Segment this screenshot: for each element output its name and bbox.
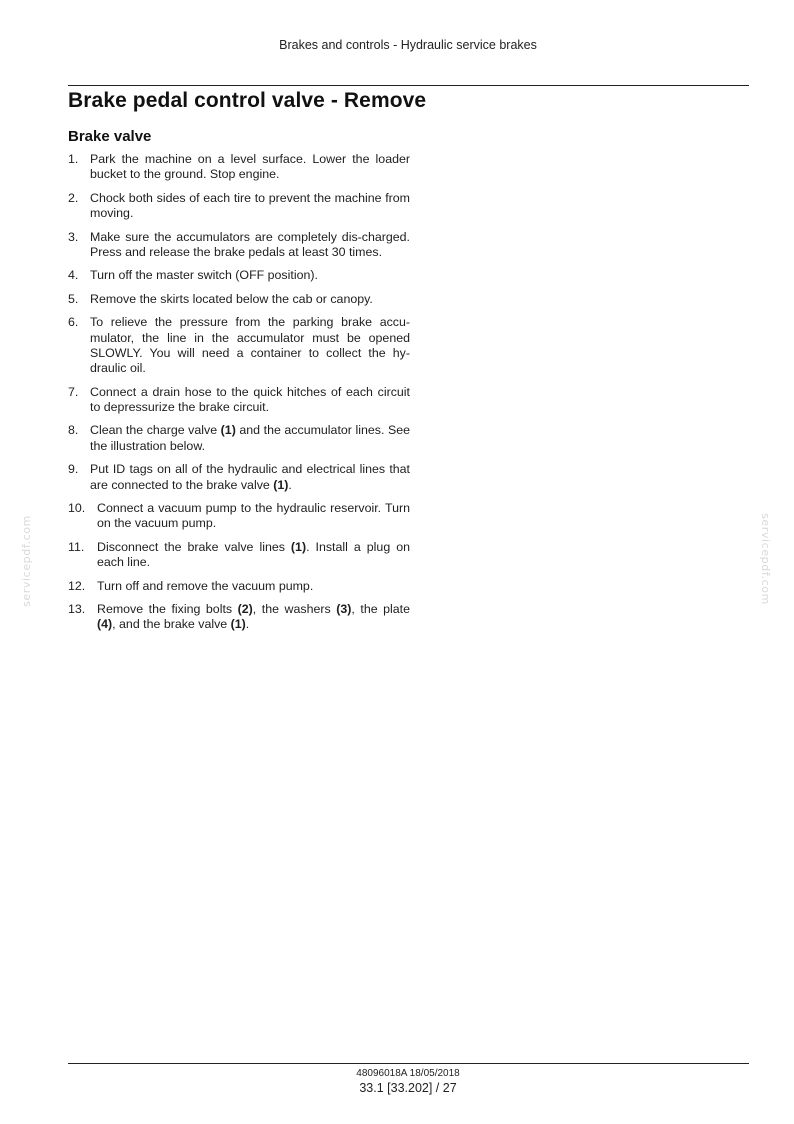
step-text: Turn off and remove the vacuum pump. (97, 578, 314, 593)
page-title: Brake pedal control valve - Remove (68, 89, 427, 112)
header-rule (68, 85, 749, 86)
callout-reference: (3) (336, 602, 352, 617)
step-number: 2. (68, 190, 79, 205)
procedure-step (68, 230, 410, 261)
step-text-run: . (245, 617, 250, 632)
procedure-step (68, 540, 410, 571)
callout-reference: (1) (230, 617, 246, 632)
document-id: 48096018A 18/05/2018 (356, 1068, 460, 1079)
page-number: 33.1 [33.202] / 27 (359, 1081, 457, 1095)
step-number: 10. (68, 501, 86, 516)
step-text (90, 462, 410, 493)
procedure-step (68, 423, 410, 454)
callout-reference: (2) (237, 602, 253, 617)
procedure-step (68, 152, 410, 183)
watermark-right: servicepdf.com (759, 513, 772, 605)
running-head: Brakes and controls - Hydraulic service brakes (279, 38, 537, 52)
step-text-run: , and the brake valve (112, 617, 231, 632)
step-text: Connect a vacuum pump to the hydraulic reservoir. Turn on the vacuum pump. (97, 501, 410, 531)
step-number: 3. (68, 229, 79, 244)
step-text-run: Clean the charge valve (90, 423, 221, 438)
step-number: 9. (68, 462, 79, 477)
step-text (97, 602, 410, 633)
step-text (90, 423, 410, 454)
step-text-run: and the accumulator lines. See the illustration below. (90, 423, 410, 453)
procedure-step (68, 602, 410, 633)
procedure-step (68, 501, 410, 532)
step-text: Make sure the accumulators are completely dis-charged. Press and release the brake pedals at least 30 times. (90, 229, 410, 259)
procedure-step (68, 191, 410, 222)
callout-reference: (1) (220, 423, 236, 438)
procedure-step (68, 292, 410, 307)
step-text: Connect a drain hose to the quick hitches of each circuit to depressurize the brake circuit. (90, 384, 410, 414)
step-text: Chock both sides of each tire to prevent the machine from moving. (90, 190, 410, 221)
step-text: To relieve the pressure from the parking brake accu-mulator, the line in the accumulator must be opened SLOWLY. You will need a container to collect the hy-draulic oil. (90, 315, 410, 376)
callout-reference: (1) (273, 477, 289, 492)
step-number: 5. (68, 291, 79, 306)
procedure-step (68, 315, 410, 376)
step-number: 4. (68, 268, 79, 283)
step-number: 11. (68, 539, 85, 554)
step-text: Park the machine on a level surface. Lower the loader bucket to the ground. Stop engine. (90, 152, 410, 182)
step-text: Remove the skirts located below the cab or canopy. (90, 291, 373, 306)
procedure-step (68, 385, 410, 416)
step-number: 1. (68, 152, 79, 166)
step-text-run: , the plate (351, 602, 411, 617)
step-text (97, 540, 410, 571)
step-text-run: , the washers (252, 602, 337, 617)
step-text-run: . Install a plug on each line. (97, 539, 410, 570)
procedure-step (68, 268, 410, 283)
step-text-run: Remove the fixing bolts (97, 602, 238, 617)
step-text-run: . (288, 477, 292, 492)
step-number: 8. (68, 423, 79, 438)
watermark-left: servicepdf.com (20, 515, 33, 607)
procedure-step (68, 579, 410, 594)
callout-reference: (4) (97, 617, 113, 632)
step-number: 12. (68, 578, 86, 593)
step-number: 13. (68, 602, 86, 617)
footer-rule (68, 1063, 749, 1064)
callout-reference: (1) (290, 539, 307, 554)
step-text: Turn off the master switch (OFF position). (90, 268, 318, 283)
step-text-run: Disconnect the brake valve lines (97, 539, 291, 554)
step-number: 7. (68, 384, 79, 399)
step-number: 6. (68, 315, 79, 330)
section-title: Brake valve (68, 128, 152, 145)
procedure-step (68, 462, 410, 493)
procedure-steps (68, 152, 410, 641)
step-text-run: Put ID tags on all of the hydraulic and electrical lines that are connected to the brake valve (90, 462, 410, 492)
